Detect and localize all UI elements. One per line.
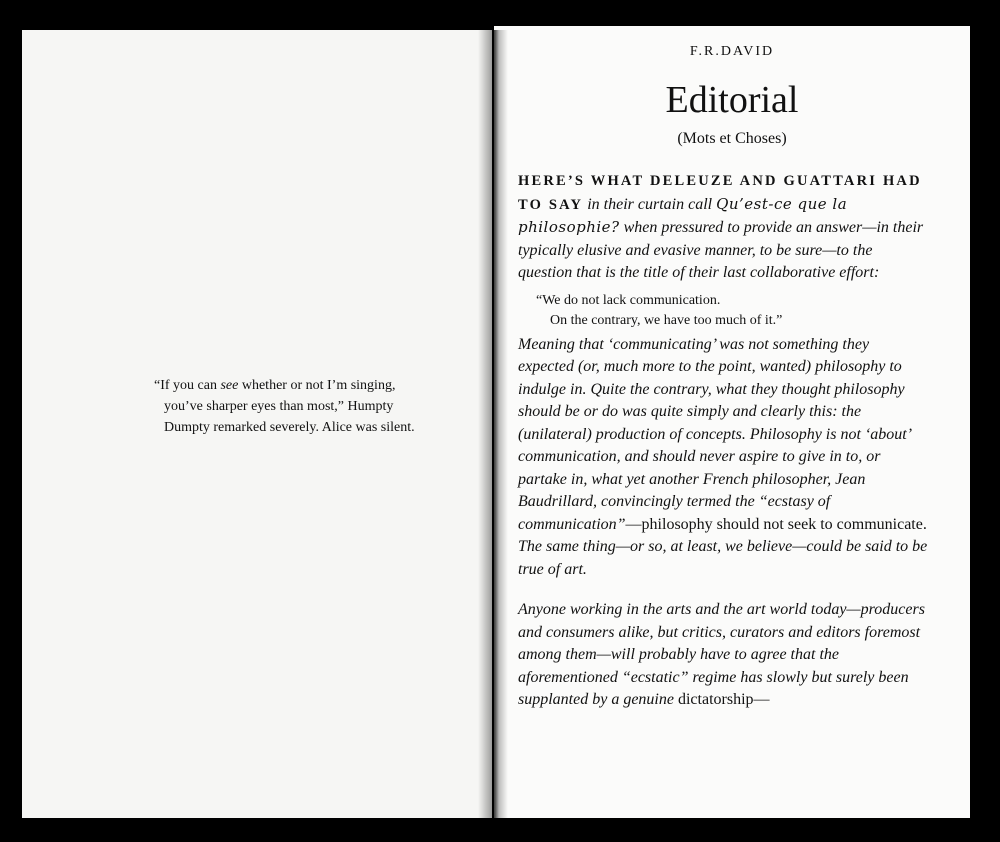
- epigraph: [154, 375, 444, 438]
- epigraph-line-1: “If you can see whether or not I’m singing,: [154, 378, 396, 393]
- left-page: [22, 30, 492, 818]
- quote-line-1: “We do not lack communication.: [536, 292, 721, 308]
- paragraph-1: HERE’S WHAT DELEUZE AND GUATTARI HAD TO SAY in their curtain call Qu’est-ce que la philosophie? when pressured to provide an answer—in their typically elusive and evasive manner, to be sure—to the question that is the title of their last collaborative effort:: [518, 173, 924, 281]
- epigraph-line-3: Dumpty remarked severely. Alice was silent.: [164, 420, 415, 435]
- running-head: F.R.DAVID: [689, 44, 775, 59]
- quote-line-2: On the contrary, we have too much of it.”: [550, 312, 783, 328]
- book-title: Qu’est-ce que la philosophie?: [518, 194, 848, 236]
- editorial-body: [518, 170, 928, 712]
- epigraph-emphasis: see: [220, 378, 239, 393]
- paragraph-3: Anyone working in the arts and the art world today—producers and consumers alike, but critics, curators and editors foremost among them—will probably have to agree that the aforementioned “ecstatic” regime has slowly but surely been supplanted by a genuine dictatorship—: [518, 601, 925, 708]
- block-quote: [536, 291, 928, 331]
- lead-in: HERE’S WHAT DELEUZE AND GUATTARI HAD TO SAY: [518, 173, 922, 213]
- book-gutter: [478, 30, 508, 818]
- epigraph-line-2: you’ve sharper eyes than most,” Humpty: [164, 399, 394, 414]
- paragraph-2: Meaning that ‘communicating’ was not something they expected (or, much more to the point, wanted) philosophy to indulge in. Quite the contrary, what they thought philosophy should be or do was quite simply and clearly this: the (unilateral) production of concepts. Philosophy is not ‘about’ communication, and should never aspire to give in to, or partake in, what yet another French philosopher, Jean Baudrillard, convincingly termed the “ecstasy of communication”—philosophy should not seek to communicate. The same thing—or so, at least, we believe—could be said to be true of art.: [518, 335, 928, 578]
- right-page: [494, 26, 970, 818]
- page-subtitle: (Mots et Choses): [677, 130, 787, 147]
- page-title: Editorial: [665, 79, 799, 121]
